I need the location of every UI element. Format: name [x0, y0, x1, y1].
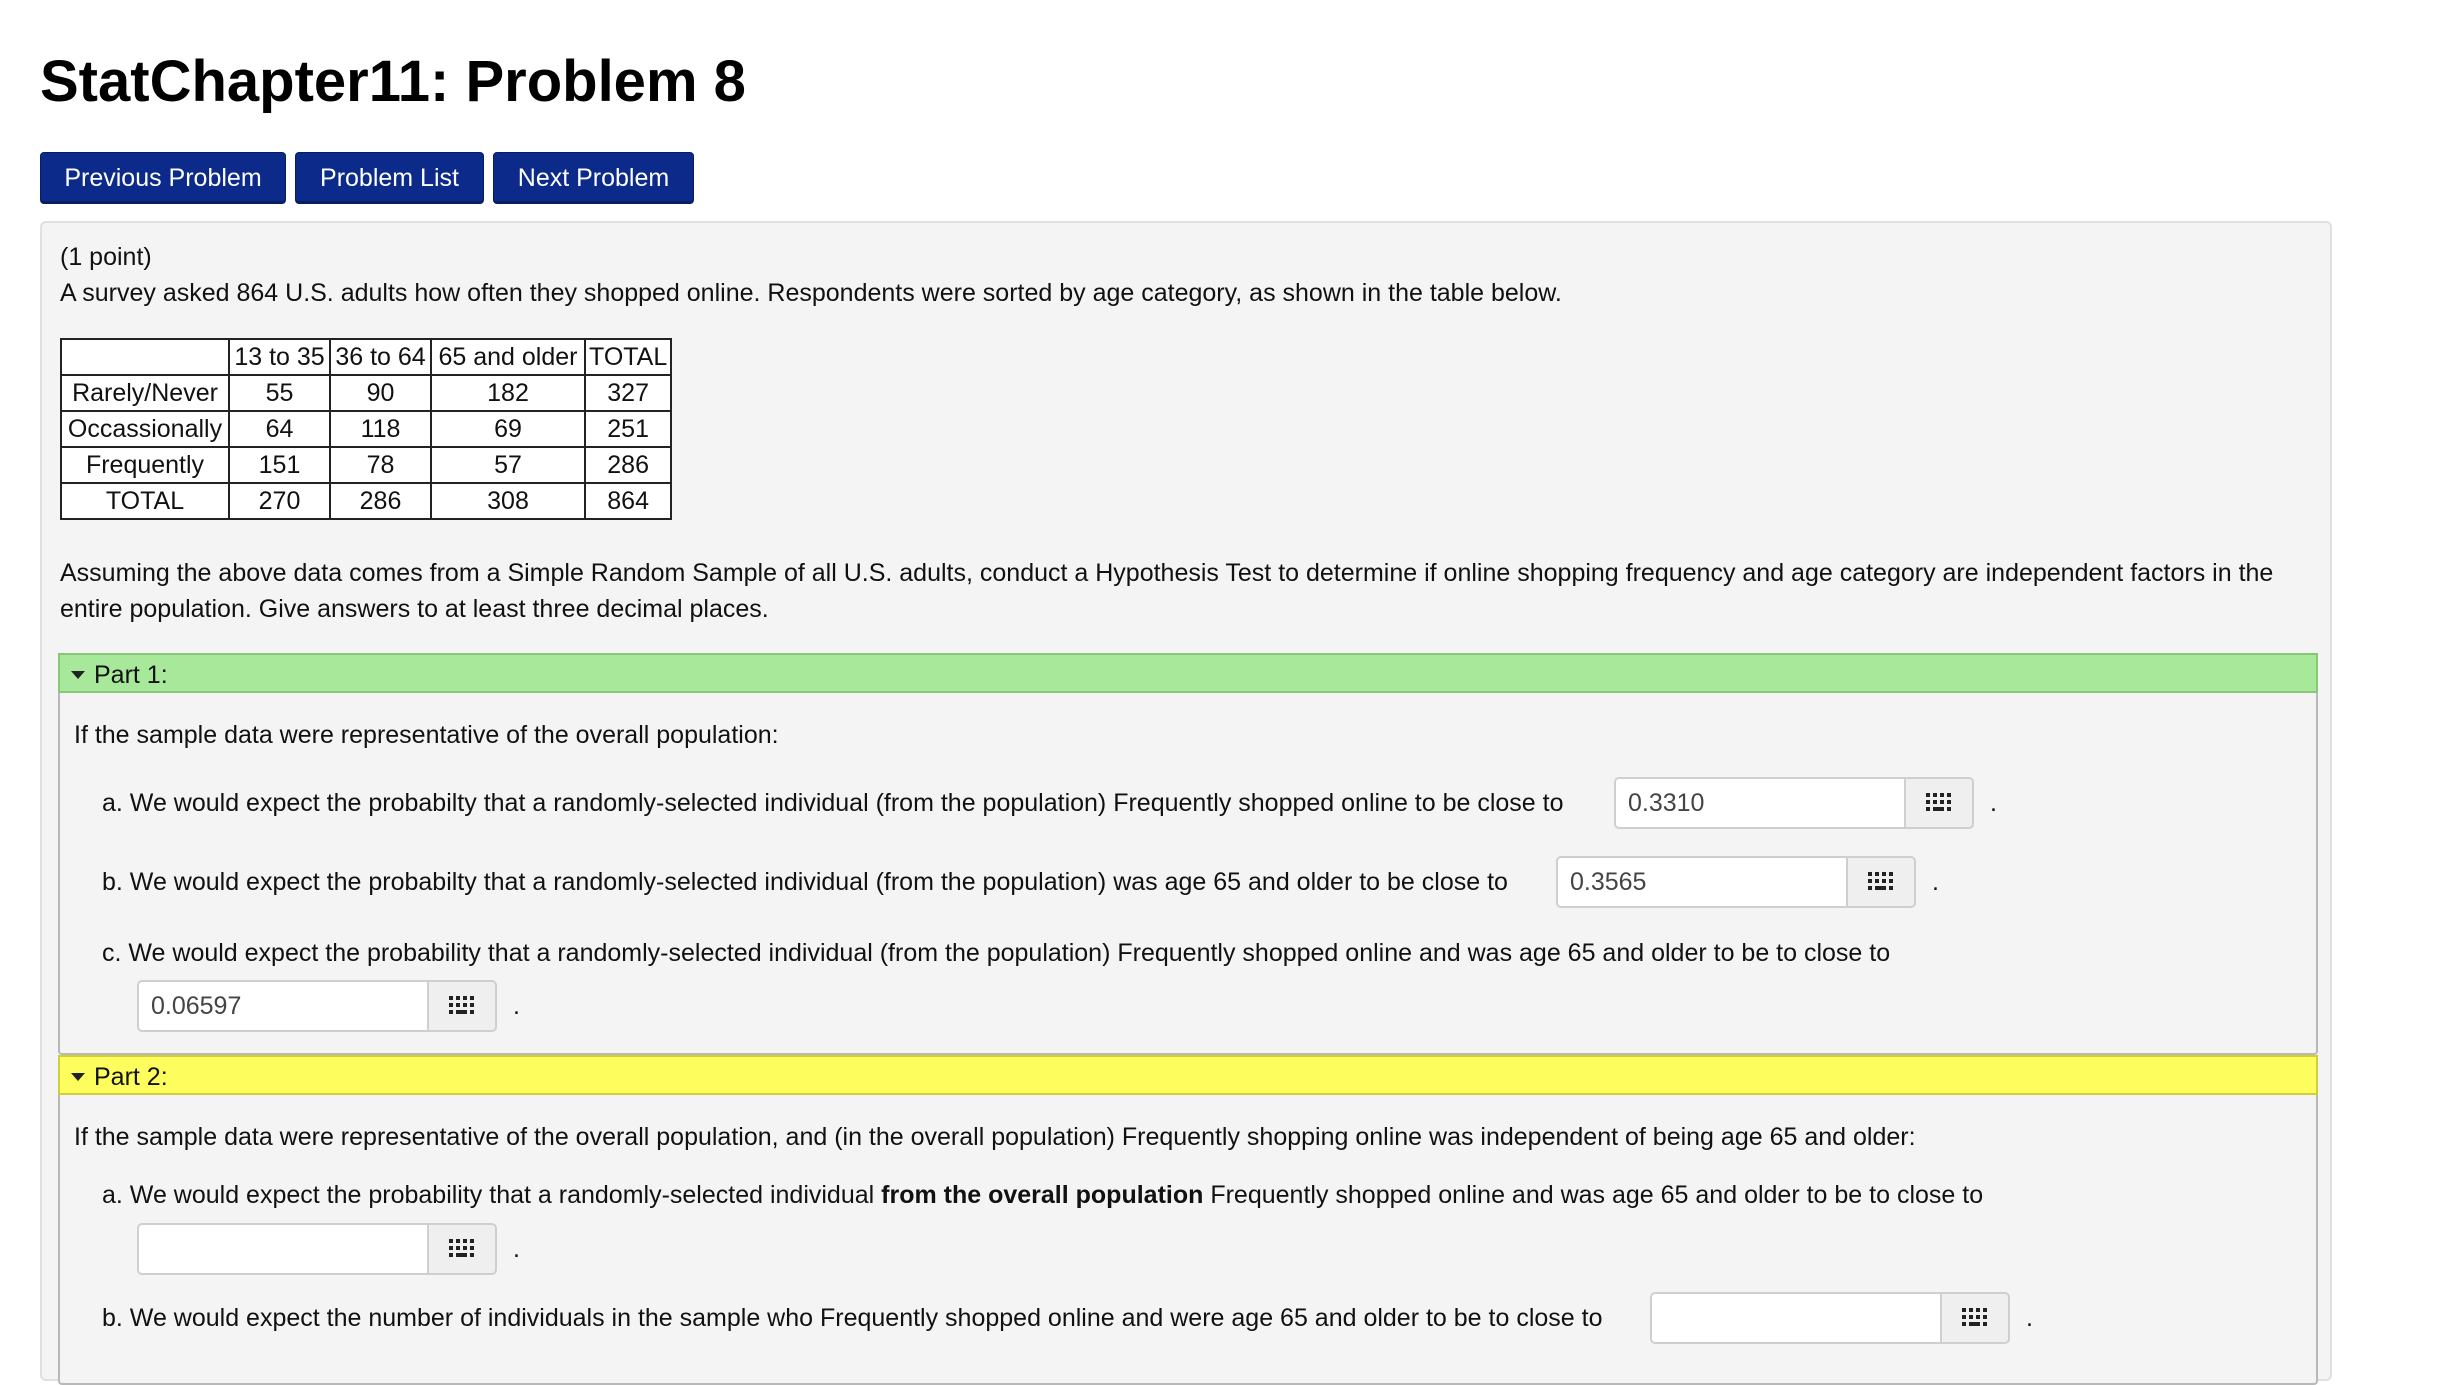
part-2-lead: If the sample data were representative of the overall population, and (in the overall population) Frequently shopping online was independent of being age 65 and older: — [74, 1123, 1916, 1151]
table-cell: 286 — [585, 447, 671, 483]
table-header-cell: 36 to 64 — [330, 339, 431, 375]
period: . — [1990, 788, 1997, 817]
keypad-icon — [449, 996, 475, 1016]
problem-list-button[interactable]: Problem List — [295, 152, 484, 204]
table-cell: 64 — [229, 411, 330, 447]
table-cell: Rarely/Never — [61, 375, 229, 411]
table-cell: 182 — [431, 375, 585, 411]
keypad-icon — [1962, 1308, 1988, 1328]
table-cell: TOTAL — [61, 483, 229, 519]
part-2b-input[interactable] — [1650, 1292, 1940, 1344]
part-1-lead: If the sample data were representative of the overall population: — [74, 721, 779, 749]
assumption-text-1: Assuming the above data comes from a Simple Random Sample of all U.S. adults, conduct a Hypothesis Test to determine if online shopping frequency and age category are independent factors in the — [60, 559, 2274, 587]
table-cell: 270 — [229, 483, 330, 519]
collapse-triangle-icon — [71, 671, 85, 679]
previous-problem-button[interactable]: Previous Problem — [40, 152, 286, 204]
equation-editor-button[interactable] — [1846, 856, 1916, 908]
table-row — [61, 375, 671, 411]
keypad-icon — [1868, 872, 1894, 892]
part-2a-suffix: Frequently shopped online and was age 65 and older to be to close to — [1203, 1181, 1984, 1209]
part-2a-emphasis: from the overall population — [881, 1181, 1204, 1209]
table-cell: 118 — [330, 411, 431, 447]
table-row — [61, 411, 671, 447]
part-1-title: Part 1: — [94, 661, 168, 689]
table-header-row — [61, 339, 671, 375]
part-1b-input[interactable] — [1556, 856, 1846, 908]
keypad-icon — [449, 1239, 475, 1259]
survey-table — [60, 338, 672, 520]
table-cell: 864 — [585, 483, 671, 519]
table-cell: 57 — [431, 447, 585, 483]
table-header-cell: 65 and older — [431, 339, 585, 375]
equation-editor-button[interactable] — [1940, 1292, 2010, 1344]
part-1c-input[interactable] — [137, 980, 427, 1032]
table-cell: Occassionally — [61, 411, 229, 447]
assumption-text-2: entire population. Give answers to at least three decimal places. — [60, 595, 769, 623]
period: . — [1932, 867, 1939, 896]
period: . — [2026, 1303, 2033, 1332]
period: . — [513, 991, 520, 1020]
table-header-cell — [61, 339, 229, 375]
problem-body — [40, 221, 2332, 1381]
table-row — [61, 447, 671, 483]
part-2a-input[interactable] — [137, 1223, 427, 1275]
part-1-header[interactable] — [58, 653, 2318, 693]
problem-points: (1 point) — [60, 243, 152, 271]
part-1b-answer — [1556, 856, 1939, 908]
table-cell: 90 — [330, 375, 431, 411]
table-cell: 69 — [431, 411, 585, 447]
part-2-title: Part 2: — [94, 1063, 168, 1091]
equation-editor-button[interactable] — [427, 1223, 497, 1275]
part-2a-prefix: a. We would expect the probability that a randomly-selected individual — [102, 1181, 882, 1209]
period: . — [513, 1234, 520, 1263]
part-1b-question: b. We would expect the probabilty that a randomly-selected individual (from the population) was age 65 and older to be close to — [102, 868, 1508, 896]
table-header-cell: TOTAL — [585, 339, 671, 375]
part-2a-question — [102, 1177, 1983, 1213]
table-cell: 78 — [330, 447, 431, 483]
part-2a-answer — [137, 1223, 520, 1275]
table-cell: Frequently — [61, 447, 229, 483]
part-2b-question: b. We would expect the number of individuals in the sample who Frequently shopped online and were age 65 and older to be to close to — [102, 1304, 1603, 1332]
equation-editor-button[interactable] — [427, 980, 497, 1032]
part-1-section — [58, 653, 2318, 1055]
keypad-icon — [1926, 793, 1952, 813]
table-cell: 251 — [585, 411, 671, 447]
part-2-section — [58, 1055, 2318, 1385]
table-cell: 55 — [229, 375, 330, 411]
next-problem-button[interactable]: Next Problem — [493, 152, 694, 204]
part-2-header[interactable] — [58, 1055, 2318, 1095]
equation-editor-button[interactable] — [1904, 777, 1974, 829]
part-1a-answer — [1614, 777, 1997, 829]
table-row — [61, 483, 671, 519]
part-1c-answer — [137, 980, 520, 1032]
table-header-cell: 13 to 35 — [229, 339, 330, 375]
table-cell: 308 — [431, 483, 585, 519]
part-2b-answer — [1650, 1292, 2033, 1344]
table-cell: 327 — [585, 375, 671, 411]
table-cell: 151 — [229, 447, 330, 483]
table-cell: 286 — [330, 483, 431, 519]
problem-nav — [40, 152, 694, 204]
part-1a-question: a. We would expect the probabilty that a randomly-selected individual (from the population) Frequently shopped online to be close to — [102, 789, 1564, 817]
page-title: StatChapter11: Problem 8 — [40, 49, 746, 114]
part-1a-input[interactable] — [1614, 777, 1904, 829]
problem-intro: A survey asked 864 U.S. adults how often they shopped online. Respondents were sorted by age category, as shown in the table below. — [60, 279, 1562, 307]
part-1c-question: c. We would expect the probability that a randomly-selected individual (from the population) Frequently shopped online and was age 65 and older to be to close to — [102, 939, 1891, 967]
collapse-triangle-icon — [71, 1073, 85, 1081]
